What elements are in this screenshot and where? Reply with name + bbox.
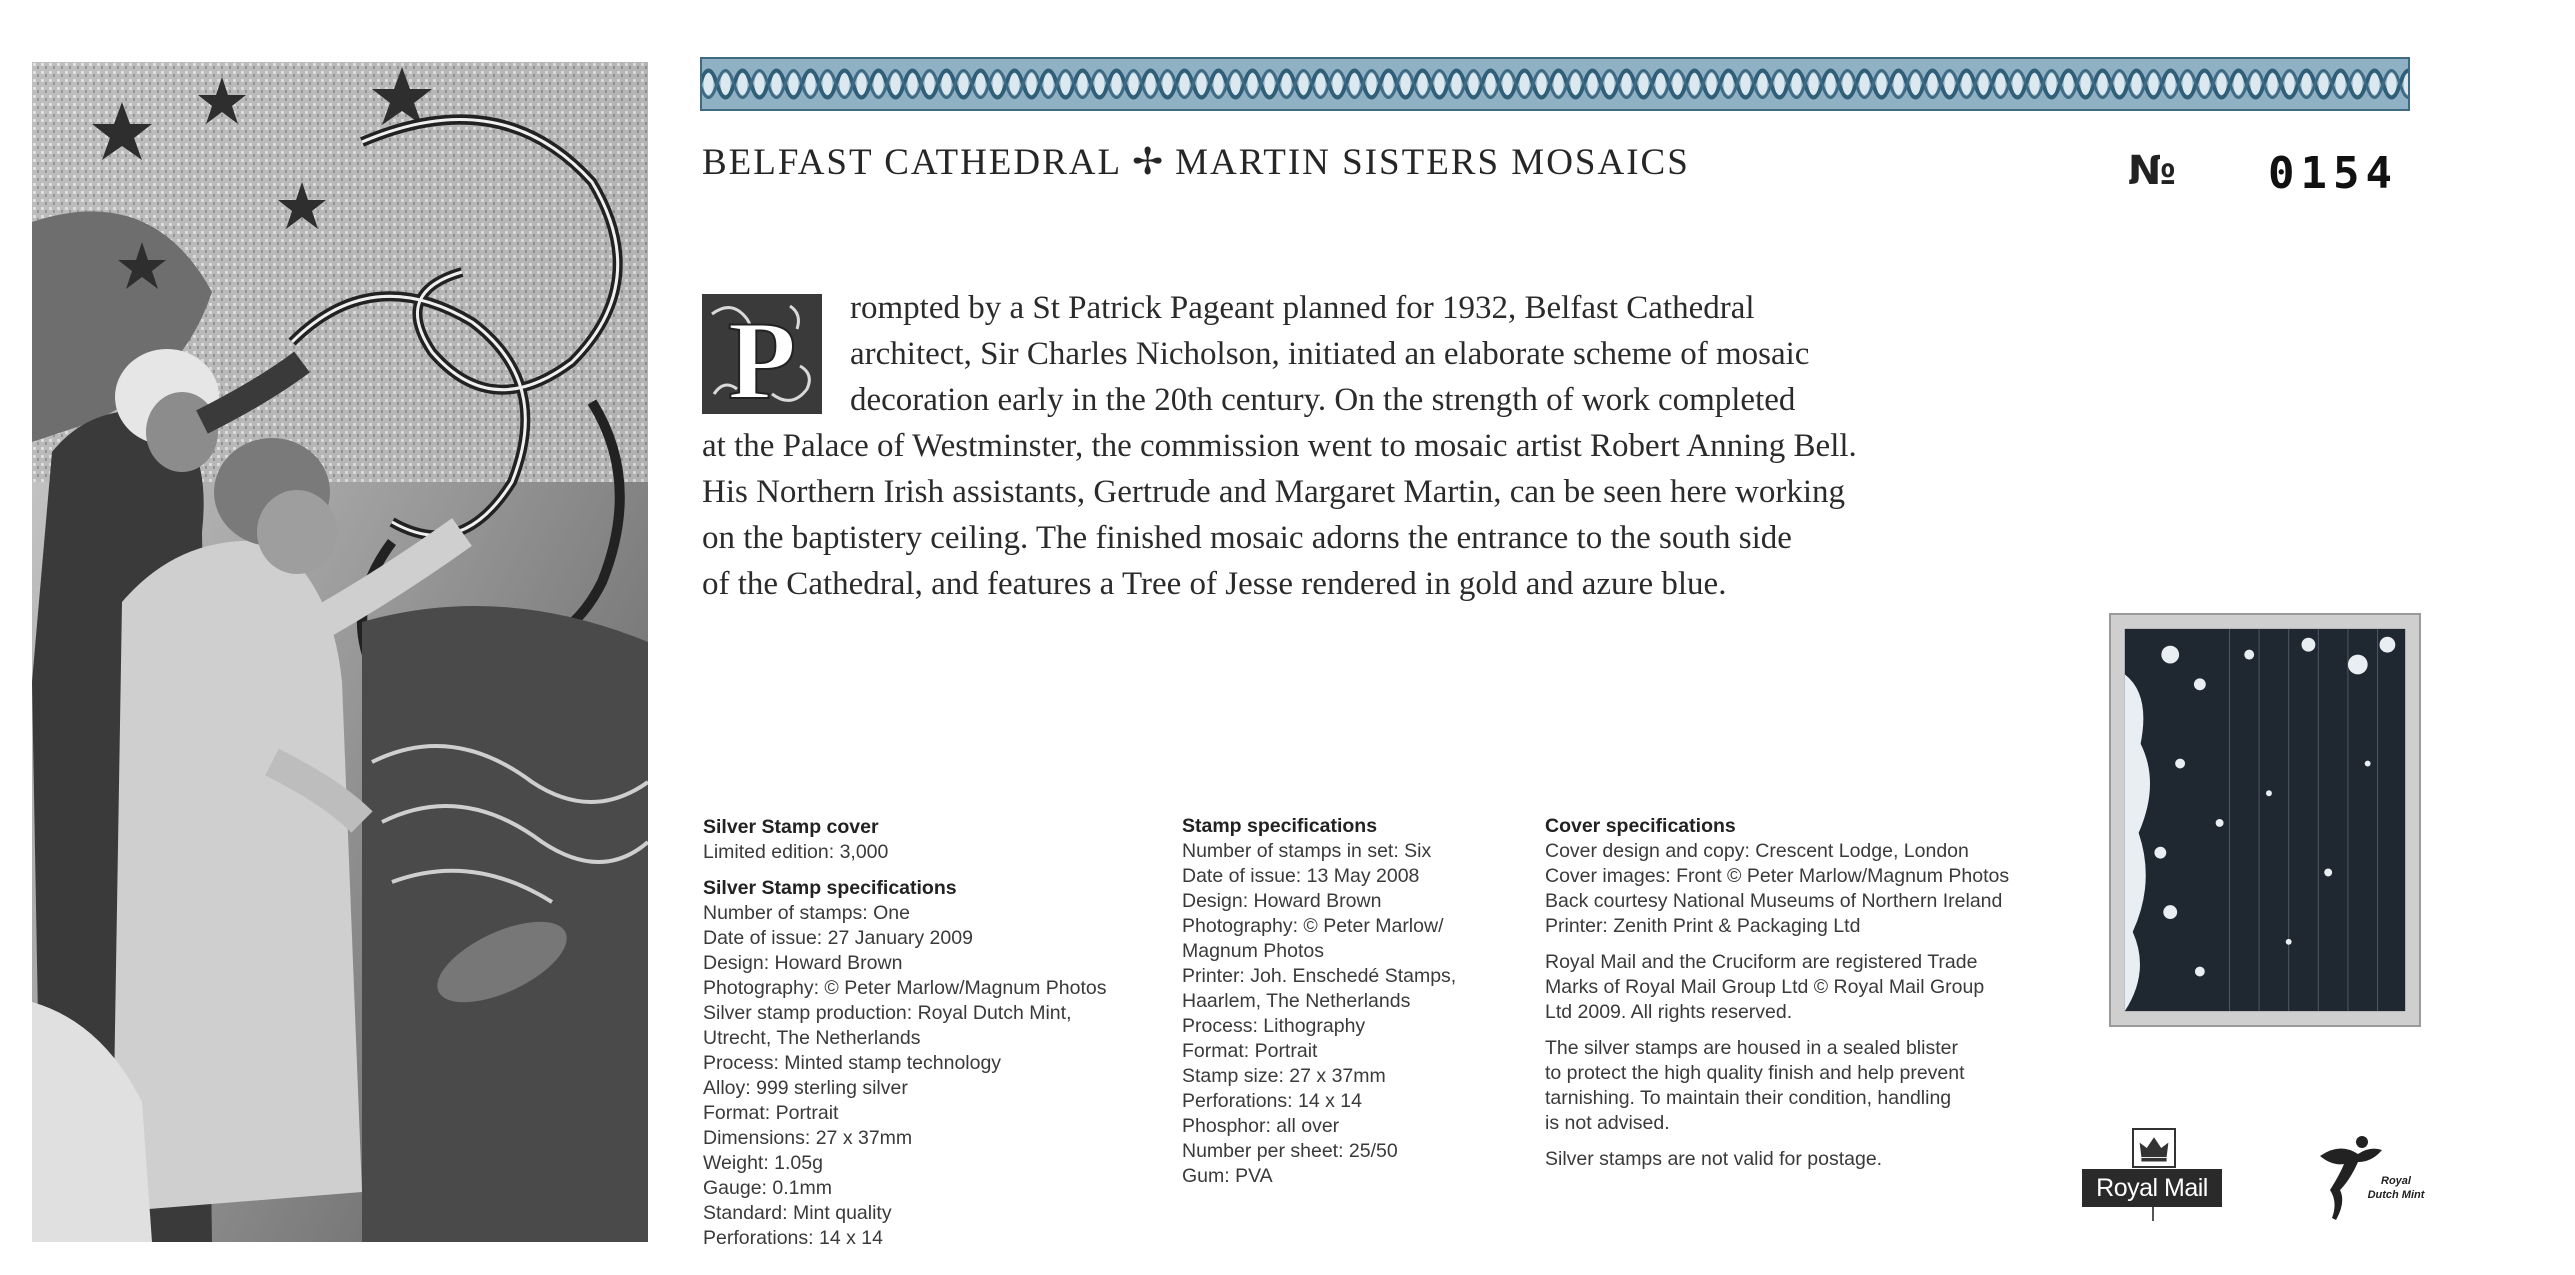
silver-stamp-specs-column [703, 815, 1143, 1251]
cover-specs-heading: Cover specifications [1545, 815, 1736, 837]
spec-line: Back courtesy National Museums of Northern Ireland [1545, 890, 2003, 912]
stamp-specs-column [1182, 814, 1522, 1189]
royal-mail-logo-tab [2152, 1207, 2154, 1221]
blister-line: is not advised. [1545, 1112, 1670, 1134]
spec-line: Gauge: 0.1mm [703, 1177, 832, 1199]
spec-line: Number of stamps in set: Six [1182, 840, 1432, 862]
spec-line: Gum: PVA [1182, 1165, 1273, 1187]
spec-line: Stamp size: 27 x 37mm [1182, 1065, 1386, 1087]
spec-line: Format: Portrait [703, 1102, 839, 1124]
number-sign: № [2128, 148, 2177, 194]
cover-specs-column [1545, 814, 2065, 1172]
intro-paragraph [702, 285, 2002, 607]
spec-line: Number per sheet: 25/50 [1182, 1140, 1398, 1162]
cover-heading: Silver Stamp cover [703, 816, 879, 838]
trademark-line: Marks of Royal Mail Group Ltd © Royal Mail Group [1545, 976, 1985, 998]
cover-photograph-mosaic-artists [32, 62, 648, 1242]
spec-line: Cover images: Front © Peter Marlow/Magnum Photos [1545, 865, 2010, 887]
spec-line: Perforations: 14 x 14 [703, 1227, 883, 1249]
blister-line: tarnishing. To maintain their condition, handling [1545, 1087, 1952, 1109]
spec-line: Haarlem, The Netherlands [1182, 990, 1411, 1012]
royal-dutch-mint-logo [2300, 1128, 2430, 1228]
spec-line: Silver stamp production: Royal Dutch Mint, [703, 1002, 1072, 1024]
spec-line: Design: Howard Brown [1182, 890, 1382, 912]
spec-line: Process: Minted stamp technology [703, 1052, 1002, 1074]
intro-line: His Northern Irish assistants, Gertrude and Margaret Martin, can be seen here working [702, 474, 1846, 510]
royal-mail-logo: Royal Mail [2082, 1169, 2222, 1207]
postage-note: Silver stamps are not valid for postage. [1545, 1148, 1883, 1170]
blister-line: The silver stamps are housed in a sealed blister [1545, 1037, 1958, 1059]
royal-dutch-mint-line: Dutch Mint [2367, 1189, 2425, 1201]
spec-line: Design: Howard Brown [703, 952, 903, 974]
cross-ornament-icon: ✢ [1132, 142, 1166, 183]
edition-number: 0154 [2268, 148, 2398, 199]
trademark-line: Royal Mail and the Cruciform are registered Trade [1545, 951, 1978, 973]
stamp-specs-heading: Stamp specifications [1182, 815, 1378, 837]
page-title [702, 140, 2022, 184]
spec-line: Date of issue: 27 January 2009 [703, 927, 973, 949]
spec-line: Phosphor: all over [1182, 1115, 1340, 1137]
silver-stamp-heading: Silver Stamp specifications [703, 877, 957, 899]
spec-line: Perforations: 14 x 14 [1182, 1090, 1362, 1112]
spec-line: Utrecht, The Netherlands [703, 1027, 921, 1049]
blister-line: to protect the high quality finish and help prevent [1545, 1062, 1965, 1084]
spec-line: Photography: © Peter Marlow/ [1182, 915, 1444, 937]
spec-line: Limited edition: 3,000 [703, 841, 889, 863]
intro-line: architect, Sir Charles Nicholson, initiated an elaborate scheme of mosaic [850, 336, 1810, 372]
spec-line: Weight: 1.05g [703, 1152, 823, 1174]
spec-line: Date of issue: 13 May 2008 [1182, 865, 1420, 887]
spec-line: Printer: Joh. Enschedé Stamps, [1182, 965, 1457, 987]
intro-line: rompted by a St Patrick Pageant planned for 1932, Belfast Cathedral [850, 290, 1755, 326]
spec-line: Format: Portrait [1182, 1040, 1318, 1062]
spec-line: Dimensions: 27 x 37mm [703, 1127, 913, 1149]
trademark-line: Ltd 2009. All rights reserved. [1545, 1001, 1793, 1023]
mint-figure-icon [2320, 1148, 2382, 1220]
spec-line: Printer: Zenith Print & Packaging Ltd [1545, 915, 1861, 937]
crown-icon [2132, 1128, 2176, 1168]
title-left: BELFAST CATHEDRAL [702, 142, 1123, 183]
intro-line: at the Palace of Westminster, the commission went to mosaic artist Robert Anning Bell. [702, 428, 1857, 464]
title-right: MARTIN SISTERS MOSAICS [1175, 142, 1690, 183]
intro-line: on the baptistery ceiling. The finished mosaic adorns the entrance to the south side [702, 520, 1792, 556]
spec-line: Alloy: 999 sterling silver [703, 1077, 908, 1099]
drop-cap-letter: P [727, 299, 797, 414]
intro-line: of the Cathedral, and features a Tree of Jesse rendered in gold and azure blue. [702, 566, 1727, 602]
spec-line: Cover design and copy: Crescent Lodge, London [1545, 840, 1969, 862]
spec-line: Process: Lithography [1182, 1015, 1366, 1037]
royal-dutch-mint-line: Royal [2381, 1175, 2411, 1187]
spec-line: Magnum Photos [1182, 940, 1324, 962]
spec-line: Number of stamps: One [703, 902, 910, 924]
spec-line: Photography: © Peter Marlow/Magnum Photos [703, 977, 1107, 999]
silver-stamp-blister [2109, 613, 2421, 1027]
intro-line: decoration early in the 20th century. On the strength of work completed [850, 382, 1796, 418]
spec-line: Standard: Mint quality [703, 1202, 892, 1224]
guilloche-border-band [700, 57, 2410, 111]
